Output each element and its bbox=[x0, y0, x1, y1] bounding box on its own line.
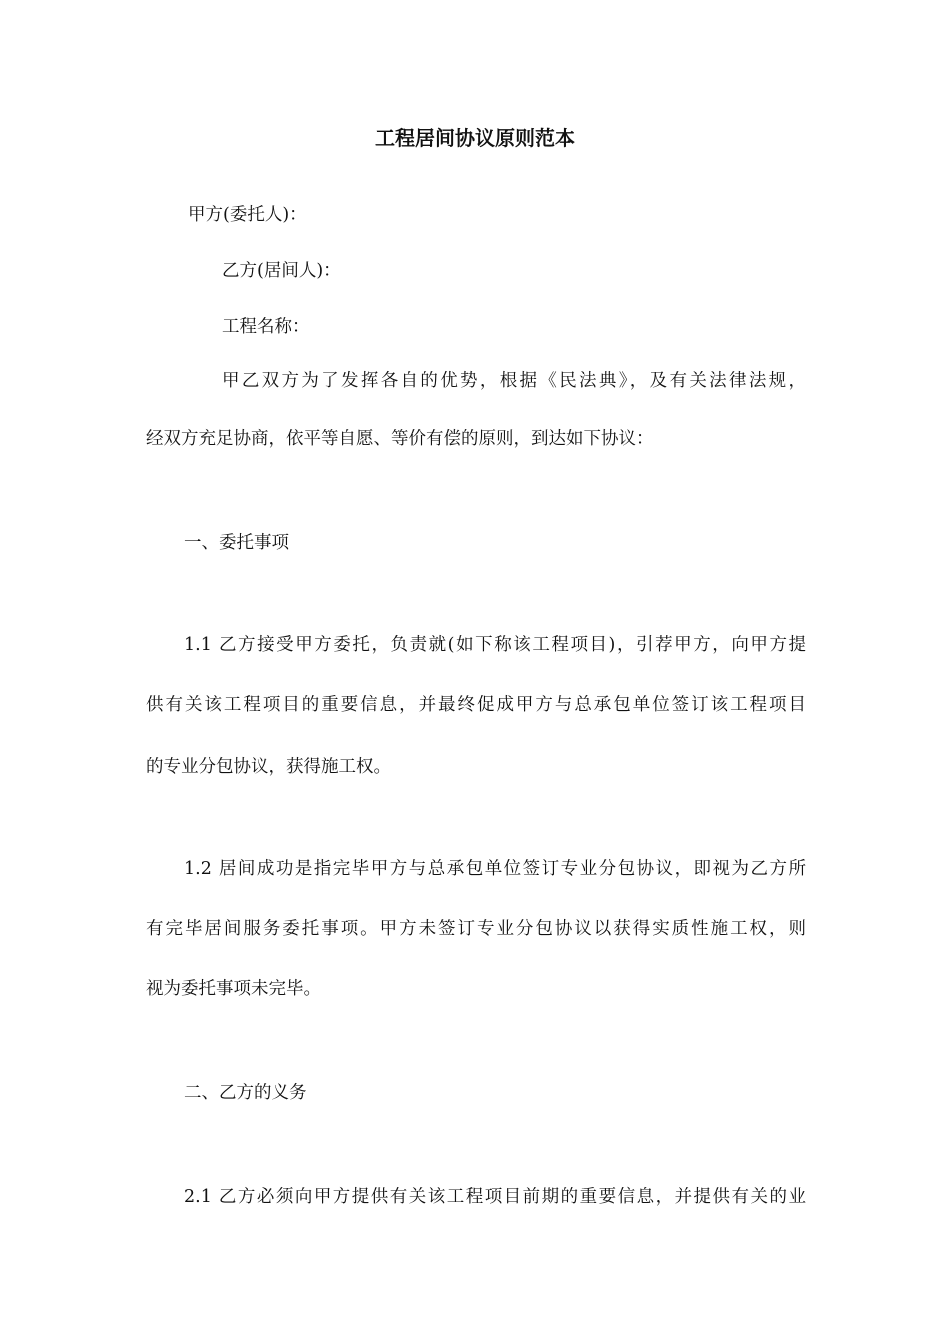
project-name-label: 工程名称： bbox=[222, 317, 310, 337]
clause-1-1-line-2: 供有关该工程项目的重要信息，并最终促成甲方与总承包单位签订该工程项目 bbox=[146, 695, 806, 715]
intro-line-2: 经双方充足协商，依平等自愿、等价有偿的原则，到达如下协议： bbox=[146, 429, 654, 449]
clause-2-1-line-1: 2.1 乙方必须向甲方提供有关该工程项目前期的重要信息，并提供有关的业 bbox=[184, 1187, 806, 1207]
intro-line-1: 甲乙双方为了发挥各自的优势，根据《民法典》，及有关法律法规， bbox=[222, 371, 806, 391]
clause-1-1-line-1: 1.1 乙方接受甲方委托，负责就(如下称该工程项目)，引荐甲方，向甲方提 bbox=[184, 635, 806, 655]
document-title: 工程居间协议原则范本 bbox=[375, 126, 575, 150]
party-b-label: 乙方(居间人)： bbox=[222, 261, 341, 281]
clause-1-2-line-1: 1.2 居间成功是指完毕甲方与总承包单位签订专业分包协议，即视为乙方所 bbox=[184, 859, 806, 879]
clause-1-2-line-3: 视为委托事项未完毕。 bbox=[146, 979, 321, 999]
clause-1-1-line-3: 的专业分包协议，获得施工权。 bbox=[146, 757, 391, 777]
section-2-heading: 二、乙方的义务 bbox=[184, 1083, 307, 1103]
clause-1-2-line-2: 有完毕居间服务委托事项。甲方未签订专业分包协议以获得实质性施工权，则 bbox=[146, 919, 806, 939]
party-a-label: 甲方(委托人)： bbox=[188, 205, 307, 225]
section-1-heading: 一、委托事项 bbox=[184, 533, 289, 553]
